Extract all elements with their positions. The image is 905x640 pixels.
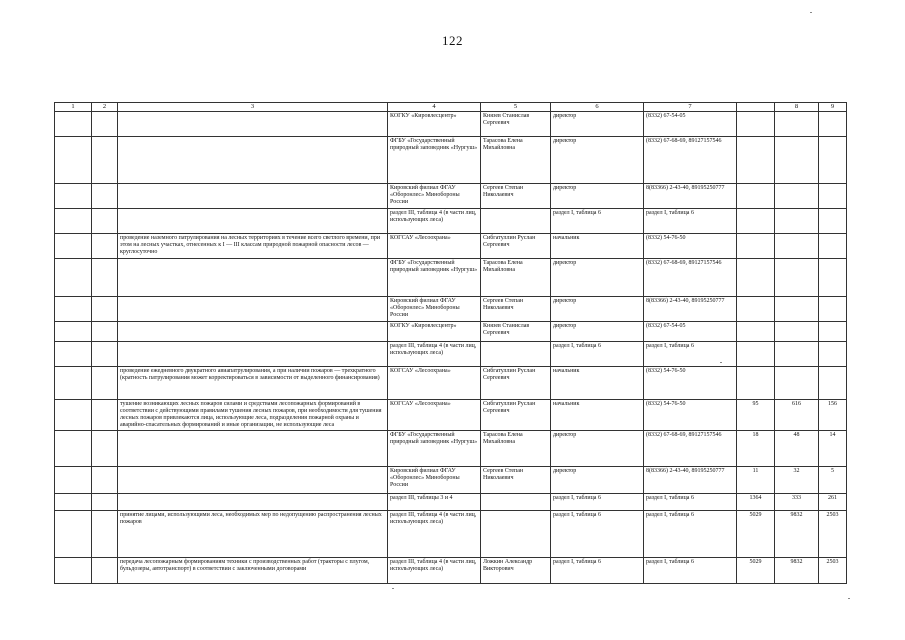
table-row <box>55 136 847 183</box>
value-cell <box>819 321 847 341</box>
value-cell: 14 <box>819 430 847 466</box>
empty-cell <box>92 399 118 430</box>
value-cell: 9832 <box>775 510 819 557</box>
empty-cell <box>92 111 118 136</box>
empty-cell <box>55 296 92 321</box>
phone-cell: 8(83366) 2-43-40, 89195250777 <box>644 183 737 208</box>
phone-cell: раздел I, таблица 6 <box>644 493 737 510</box>
value-cell <box>737 366 775 399</box>
organization-cell: КОГСАУ «Лесоохрана» <box>388 399 481 430</box>
phone-cell: раздел I, таблица 6 <box>644 341 737 366</box>
value-cell <box>775 341 819 366</box>
organization-cell: раздел III, таблицы 3 и 4 <box>388 493 481 510</box>
measure-description <box>118 111 388 136</box>
measure-description <box>118 258 388 296</box>
responsible-person-cell: Князев Станислав Сергеевич <box>481 321 551 341</box>
value-cell: 5029 <box>737 557 775 583</box>
phone-cell: (8332) 67-68-69, 89127157546 <box>644 136 737 183</box>
measure-description <box>118 493 388 510</box>
position-cell: директор <box>551 183 644 208</box>
value-cell <box>775 321 819 341</box>
value-cell: 9832 <box>775 557 819 583</box>
phone-cell: (8332) 67-54-05 <box>644 111 737 136</box>
column-number: 8 <box>775 103 819 112</box>
responsible-person-cell: Сергеев Степан Николаевич <box>481 466 551 493</box>
empty-cell <box>92 341 118 366</box>
empty-cell <box>55 321 92 341</box>
measure-description <box>118 341 388 366</box>
value-cell <box>737 258 775 296</box>
phone-cell: (8332) 54-76-50 <box>644 399 737 430</box>
value-cell: 261 <box>819 493 847 510</box>
empty-cell <box>55 136 92 183</box>
empty-cell <box>92 233 118 258</box>
empty-cell <box>55 233 92 258</box>
empty-cell <box>92 466 118 493</box>
position-cell: директор <box>551 430 644 466</box>
measure-description <box>118 321 388 341</box>
value-cell <box>819 296 847 321</box>
value-cell <box>775 208 819 233</box>
measure-description <box>118 430 388 466</box>
column-number: 1 <box>55 103 92 112</box>
scan-speck <box>720 362 722 363</box>
value-cell <box>737 321 775 341</box>
value-cell: 18 <box>737 430 775 466</box>
value-cell: 32 <box>775 466 819 493</box>
table-row <box>55 557 847 583</box>
empty-cell <box>55 183 92 208</box>
empty-cell <box>92 183 118 208</box>
empty-cell <box>92 430 118 466</box>
phone-cell: (8332) 67-68-69, 89127157546 <box>644 430 737 466</box>
value-cell <box>775 258 819 296</box>
value-cell <box>737 341 775 366</box>
position-cell: раздел I, таблица 6 <box>551 341 644 366</box>
value-cell <box>819 341 847 366</box>
column-number: 2 <box>92 103 118 112</box>
measure-description: проведение ежедневного двукратного авиапатрулирования, а при наличии пожаров — трехкратного (кратность патрулирования может корректироваться в зависимости от выделенного финансирования) <box>118 366 388 399</box>
value-cell <box>819 183 847 208</box>
organization-cell: КОГКУ «Кировлесцентр» <box>388 321 481 341</box>
value-cell <box>819 366 847 399</box>
phone-cell: 8(83366) 2-43-40, 89195250777 <box>644 296 737 321</box>
page-number: 122 <box>442 33 463 48</box>
organization-cell: раздел III, таблица 4 (в части лиц, использующих леса) <box>388 208 481 233</box>
position-cell: начальник <box>551 399 644 430</box>
empty-cell <box>55 510 92 557</box>
value-cell: 1364 <box>737 493 775 510</box>
position-cell: начальник <box>551 233 644 258</box>
organization-cell: КОГСАУ «Лесоохрана» <box>388 366 481 399</box>
empty-cell <box>92 557 118 583</box>
position-cell: раздел I, таблица 6 <box>551 510 644 557</box>
organization-cell: раздел III, таблица 4 (в части лиц, использующих леса) <box>388 510 481 557</box>
position-cell: директор <box>551 296 644 321</box>
column-number: 4 <box>388 103 481 112</box>
measure-description <box>118 466 388 493</box>
organization-cell: раздел III, таблица 4 (в части лиц, использующих леса) <box>388 557 481 583</box>
responsible-person-cell: Ложкин Александр Викторович <box>481 557 551 583</box>
column-number: 7 <box>644 103 737 112</box>
value-cell <box>819 208 847 233</box>
empty-cell <box>92 208 118 233</box>
column-number <box>737 103 775 112</box>
value-cell: 2503 <box>819 510 847 557</box>
responsible-person-cell <box>481 493 551 510</box>
empty-cell <box>55 111 92 136</box>
measure-description <box>118 136 388 183</box>
empty-cell <box>92 258 118 296</box>
measure-description <box>118 183 388 208</box>
organization-cell: Кировский филиал ФГАУ «Оборонлес» Минобороны России <box>388 296 481 321</box>
table-row <box>55 366 847 399</box>
empty-cell <box>55 258 92 296</box>
value-cell: 48 <box>775 430 819 466</box>
empty-cell <box>92 366 118 399</box>
table-row <box>55 399 847 430</box>
empty-cell <box>55 466 92 493</box>
position-cell: директор <box>551 136 644 183</box>
scan-speck <box>848 598 850 599</box>
organization-cell: КОГСАУ «Лесоохрана» <box>388 233 481 258</box>
table-row <box>55 111 847 136</box>
value-cell <box>737 296 775 321</box>
measure-description <box>118 296 388 321</box>
empty-cell <box>92 136 118 183</box>
responsible-person-cell: Тарасова Елена Михайловна <box>481 430 551 466</box>
empty-cell <box>55 399 92 430</box>
column-number-row <box>55 103 847 112</box>
value-cell <box>775 366 819 399</box>
table-row <box>55 466 847 493</box>
phone-cell: (8332) 67-54-05 <box>644 321 737 341</box>
position-cell: директор <box>551 111 644 136</box>
table-row <box>55 510 847 557</box>
empty-cell <box>55 341 92 366</box>
measure-description: тушение возникающих лесных пожаров силами и средствами лесопожарных формирований в соответствии с действующими правилами тушения лесных пожаров, при необходимости для тушения лесных пожаров привлекаются лица, использующие леса, подразделения пожарной охраны и аварийно-спасательных формирований и иные организации, не использующие леса <box>118 399 388 430</box>
value-cell <box>737 183 775 208</box>
phone-cell: раздел I, таблица 6 <box>644 510 737 557</box>
responsible-person-cell: Сибгатуллин Руслан Сергеевич <box>481 233 551 258</box>
table-row <box>55 183 847 208</box>
measure-description: передача лесопожарным формированиям техники с производственных работ (тракторы с плугом, бульдозеры, автотранспорт) в соответствии с заключенными договорами <box>118 557 388 583</box>
responsible-person-cell: Князев Станислав Сергеевич <box>481 111 551 136</box>
position-cell: раздел I, таблица 6 <box>551 557 644 583</box>
position-cell: директор <box>551 258 644 296</box>
column-number: 9 <box>819 103 847 112</box>
measure-description: проведение наземного патрулирования на лесных территориях в течение всего светлого времени, при этом на лесных участках, отнесенных к I — III классам природной пожарной опасности лесов — круглосуточно <box>118 233 388 258</box>
value-cell: 2503 <box>819 557 847 583</box>
table-row <box>55 430 847 466</box>
value-cell <box>775 296 819 321</box>
value-cell <box>819 136 847 183</box>
scan-speck <box>810 12 812 13</box>
table-row <box>55 321 847 341</box>
empty-cell <box>55 557 92 583</box>
table-body <box>55 111 847 583</box>
phone-cell: (8332) 54-76-50 <box>644 366 737 399</box>
value-cell <box>737 208 775 233</box>
value-cell <box>775 233 819 258</box>
measure-description <box>118 208 388 233</box>
organization-cell: Кировский филиал ФГАУ «Оборонлес» Минобороны России <box>388 183 481 208</box>
position-cell: раздел I, таблица 6 <box>551 208 644 233</box>
value-cell: 616 <box>775 399 819 430</box>
position-cell: начальник <box>551 366 644 399</box>
value-cell <box>737 111 775 136</box>
phone-cell: (8332) 54-76-50 <box>644 233 737 258</box>
responsible-person-cell: Тарасова Елена Михайловна <box>481 136 551 183</box>
phone-cell: 8(83366) 2-43-40, 89195250777 <box>644 466 737 493</box>
measures-table <box>54 102 847 584</box>
column-number: 5 <box>481 103 551 112</box>
value-cell: 11 <box>737 466 775 493</box>
organization-cell: Кировский филиал ФГАУ «Оборонлес» Минобороны России <box>388 466 481 493</box>
value-cell <box>819 111 847 136</box>
responsible-person-cell: Сергеев Степан Николаевич <box>481 183 551 208</box>
table-row <box>55 493 847 510</box>
empty-cell <box>55 493 92 510</box>
value-cell <box>775 136 819 183</box>
organization-cell: КОГКУ «Кировлесцентр» <box>388 111 481 136</box>
empty-cell <box>92 296 118 321</box>
phone-cell: (8332) 67-68-69, 89127157546 <box>644 258 737 296</box>
value-cell: 5029 <box>737 510 775 557</box>
empty-cell <box>92 493 118 510</box>
responsible-person-cell <box>481 510 551 557</box>
organization-cell: ФГБУ «Государственный природный заповедник «Нургуш» <box>388 258 481 296</box>
responsible-person-cell <box>481 208 551 233</box>
table-row <box>55 296 847 321</box>
table-row <box>55 258 847 296</box>
value-cell <box>819 258 847 296</box>
organization-cell: ФГБУ «Государственный природный заповедник «Нургуш» <box>388 430 481 466</box>
position-cell: директор <box>551 466 644 493</box>
table-row <box>55 341 847 366</box>
empty-cell <box>92 321 118 341</box>
empty-cell <box>55 366 92 399</box>
measure-description: принятие лицами, использующими леса, необходимых мер по недопущению распространения лесных пожаров <box>118 510 388 557</box>
empty-cell <box>55 430 92 466</box>
table-row <box>55 208 847 233</box>
phone-cell: раздел I, таблица 6 <box>644 557 737 583</box>
organization-cell: раздел III, таблица 4 (в части лиц, использующих леса) <box>388 341 481 366</box>
responsible-person-cell <box>481 341 551 366</box>
column-number: 6 <box>551 103 644 112</box>
responsible-person-cell: Сибгатуллин Руслан Сергеевич <box>481 366 551 399</box>
position-cell: директор <box>551 321 644 341</box>
value-cell <box>775 183 819 208</box>
value-cell: 5 <box>819 466 847 493</box>
responsible-person-cell: Сергеев Степан Николаевич <box>481 296 551 321</box>
responsible-person-cell: Тарасова Елена Михайловна <box>481 258 551 296</box>
value-cell: 333 <box>775 493 819 510</box>
empty-cell <box>92 510 118 557</box>
value-cell <box>775 111 819 136</box>
empty-cell <box>55 208 92 233</box>
phone-cell: раздел I, таблица 6 <box>644 208 737 233</box>
value-cell <box>737 136 775 183</box>
value-cell <box>737 233 775 258</box>
position-cell: раздел I, таблица 6 <box>551 493 644 510</box>
value-cell: 156 <box>819 399 847 430</box>
responsible-person-cell: Сибгатуллин Руслан Сергеевич <box>481 399 551 430</box>
value-cell: 95 <box>737 399 775 430</box>
scan-speck <box>392 588 394 589</box>
value-cell <box>819 233 847 258</box>
organization-cell: ФГБУ «Государственный природный заповедник «Нургуш» <box>388 136 481 183</box>
column-number: 3 <box>118 103 388 112</box>
table-row <box>55 233 847 258</box>
